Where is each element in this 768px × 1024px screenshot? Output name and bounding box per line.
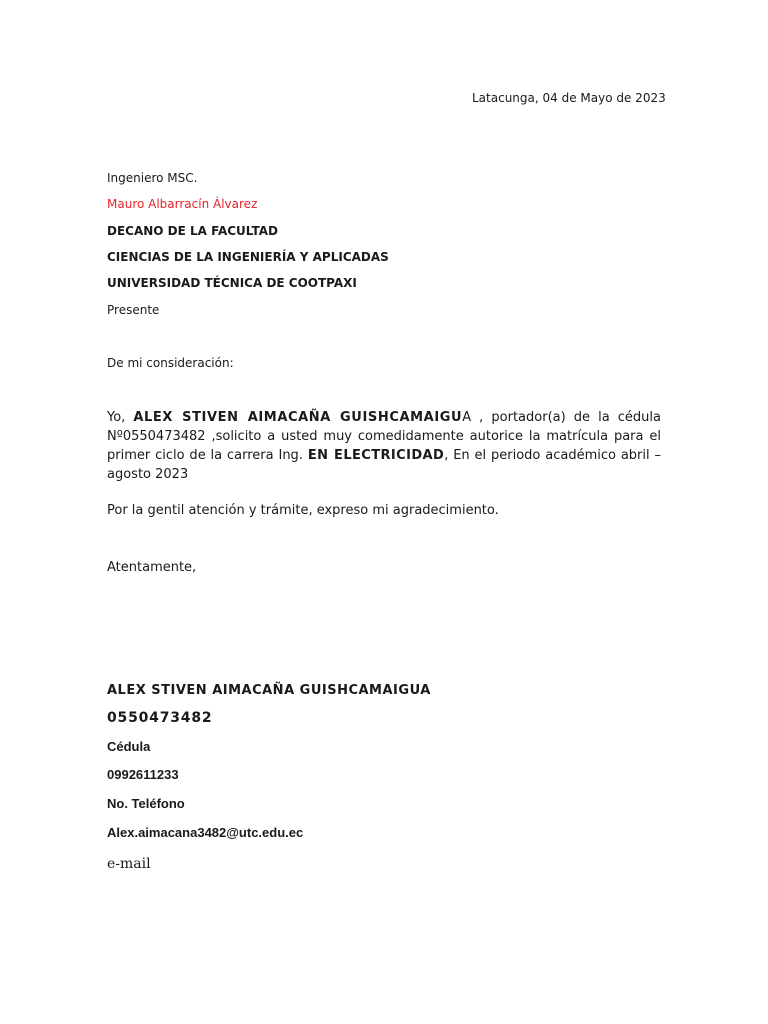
place-date: Latacunga, 04 de Mayo de 2023 bbox=[472, 91, 666, 105]
request-student-name: ALEX STIVEN AIMACAÑA GUISHCAMAIGU bbox=[133, 410, 463, 425]
salutation: De mi consideración: bbox=[107, 356, 234, 370]
request-career: EN ELECTRICIDAD bbox=[307, 448, 445, 463]
signature-id-label: Cédula bbox=[107, 739, 151, 754]
request-paragraph bbox=[107, 408, 661, 484]
recipient-university: UNIVERSIDAD TÉCNICA DE COOTPAXI bbox=[107, 276, 357, 290]
signature-phone: 0992611233 bbox=[107, 767, 179, 782]
signature-name: ALEX STIVEN AIMACAÑA GUISHCAMAIGUA bbox=[107, 683, 431, 698]
signature-email: Alex.aimacana3482@utc.edu.ec bbox=[107, 825, 304, 840]
thanks-line: Por la gentil atención y trámite, expreso mi agradecimiento. bbox=[107, 503, 499, 518]
request-student-name-end: A bbox=[462, 410, 472, 425]
recipient-faculty: CIENCIAS DE LA INGENIERÍA Y APLICADAS bbox=[107, 250, 389, 264]
request-lead: Yo, bbox=[107, 410, 134, 425]
request-tail: , En el periodo académico abril –agosto 2023 bbox=[107, 448, 661, 482]
recipient-title: Ingeniero MSC. bbox=[107, 171, 198, 185]
presente-label: Presente bbox=[107, 303, 160, 317]
request-body: , portador(a) de la cédula Nº0550473482 ,solicito a usted muy comedidamente autorice la matrícula para el primer ciclo de la carrera Ing. bbox=[107, 410, 661, 463]
signature-email-label: e-mail bbox=[107, 856, 151, 872]
recipient-position: DECANO DE LA FACULTAD bbox=[107, 224, 278, 238]
recipient-name: Mauro Albarracín Álvarez bbox=[107, 197, 258, 211]
closing: Atentamente, bbox=[107, 560, 197, 575]
signature-phone-label: No. Teléfono bbox=[107, 796, 185, 811]
signature-id-number: 0550473482 bbox=[107, 710, 213, 726]
